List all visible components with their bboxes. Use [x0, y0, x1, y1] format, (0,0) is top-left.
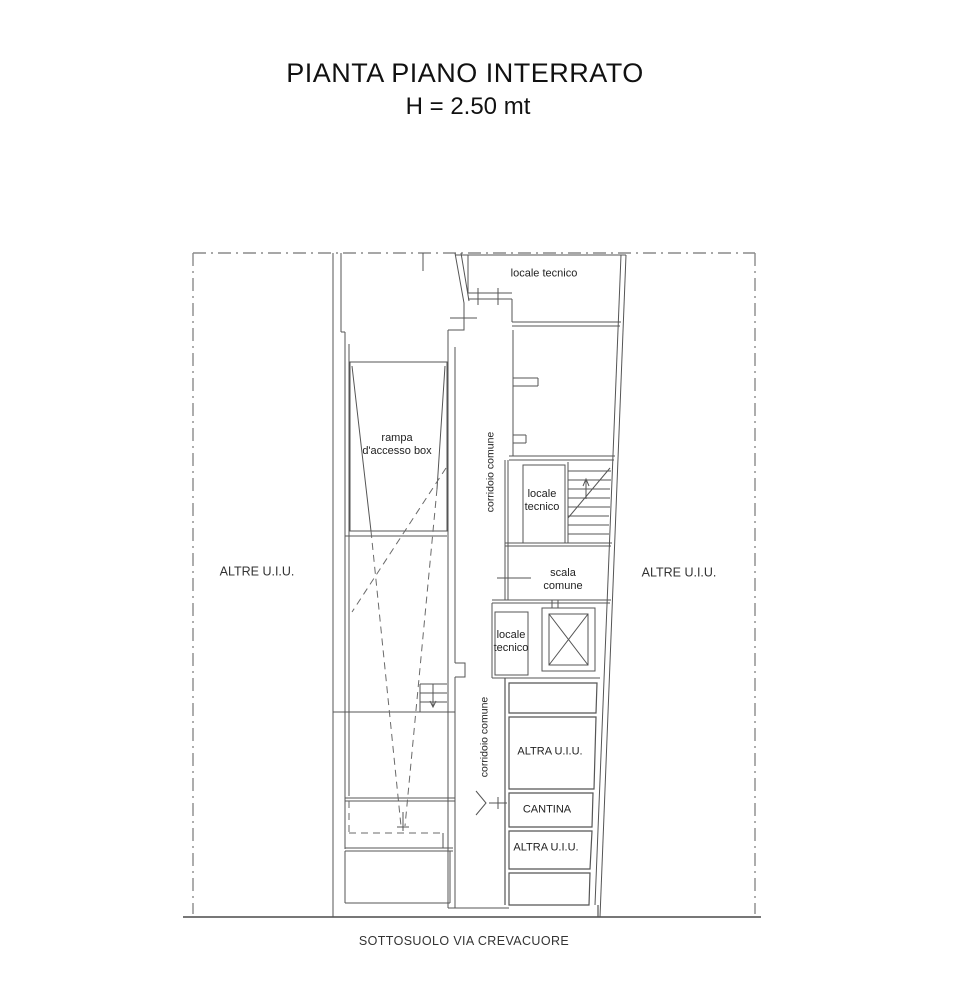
label-cantina: CANTINA	[522, 803, 572, 816]
label-altra-uiu-1: ALTRA U.I.U.	[517, 745, 583, 758]
boundary-line	[193, 253, 755, 914]
label-locale-tecnico-stairs: locale tecnico	[524, 488, 560, 513]
cantina-arrow	[476, 791, 507, 815]
label-scala-comune: scala comune	[543, 567, 583, 592]
label-altre-uiu-left: ALTRE U.I.U.	[219, 564, 295, 579]
label-rampa: rampa d'accesso box	[362, 432, 432, 457]
room-outlines	[505, 678, 598, 917]
label-locale-tecnico-lift: locale tecnico	[493, 629, 529, 654]
label-altra-uiu-2: ALTRA U.I.U.	[513, 841, 579, 854]
page-title: PIANTA PIANO INTERRATO	[286, 58, 644, 88]
label-corridoio-lower: corridoio comune	[478, 696, 491, 778]
label-street: SOTTOSUOLO VIA CREVACUORE	[358, 934, 570, 948]
label-locale-tecnico-top: locale tecnico	[510, 267, 578, 280]
label-corridoio-upper: corridoio comune	[484, 431, 497, 513]
stairs-symbol	[568, 462, 611, 543]
label-altre-uiu-right: ALTRE U.I.U.	[641, 565, 717, 580]
page-subtitle: H = 2.50 mt	[405, 93, 531, 120]
